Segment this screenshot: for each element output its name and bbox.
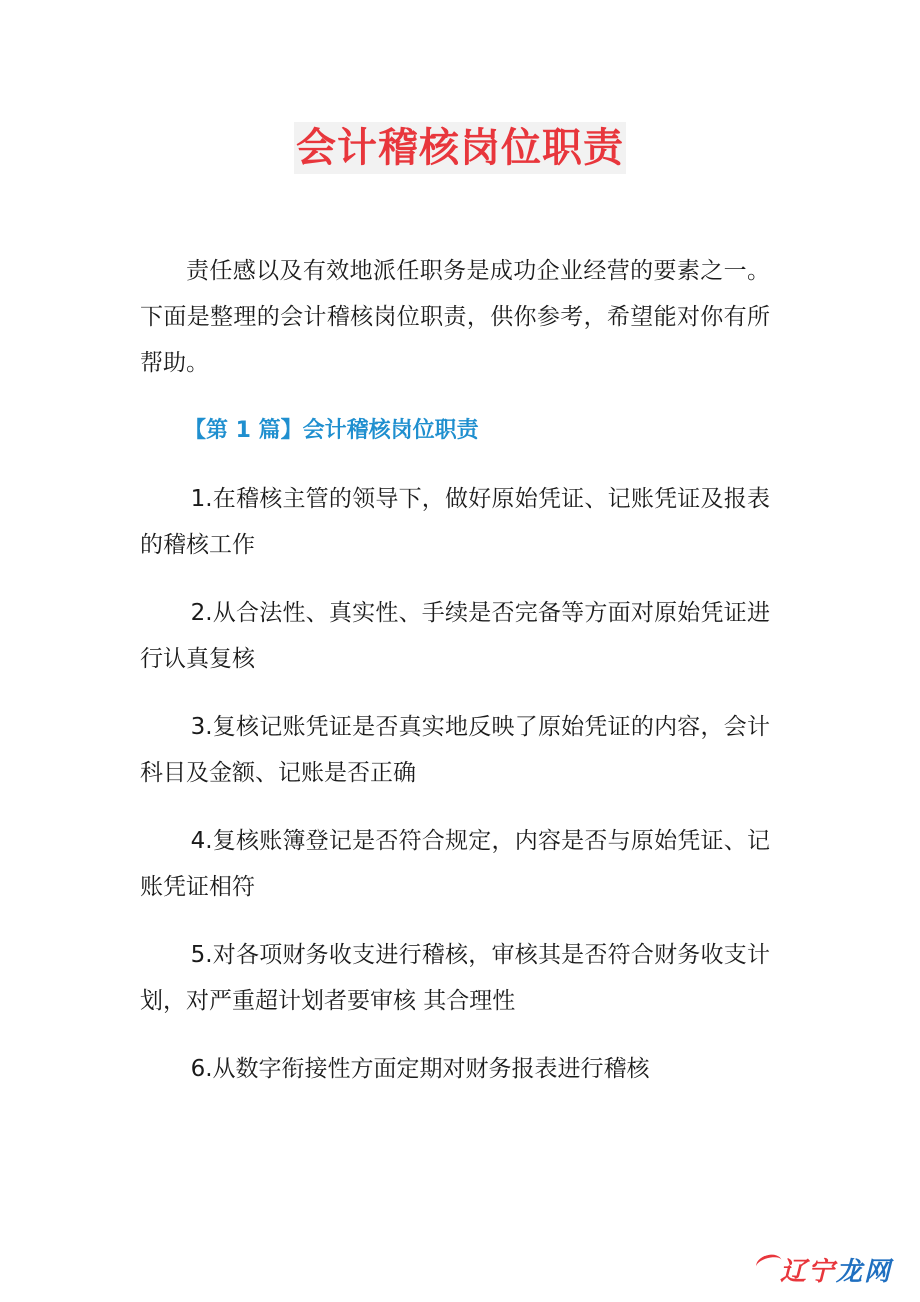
site-watermark-logo <box>756 1251 890 1288</box>
duty-item-5: 5.对各项财务收支进行稽核，审核其是否符合财务收支计划，对严重超计划者要审核 其合理性 <box>140 942 770 1014</box>
watermark-char: 宁 <box>807 1257 834 1287</box>
page-title: 会计稽核岗位职责 <box>294 122 626 174</box>
section-heading: 【第 1 篇】会计稽核岗位职责 <box>184 418 479 443</box>
duty-item-4: 4.复核账簿登记是否符合规定，内容是否与原始凭证、记账凭证相符 <box>140 828 770 900</box>
title-area <box>0 122 920 174</box>
watermark-char: 辽 <box>779 1257 806 1287</box>
duty-item-3: 3.复核记账凭证是否真实地反映了原始凭证的内容，会计科目及金额、记账是否正确 <box>140 714 770 786</box>
document-body <box>140 248 770 1114</box>
duty-item-1: 1.在稽核主管的领导下，做好原始凭证、记账凭证及报表的稽核工作 <box>140 486 770 558</box>
intro-paragraph: 责任感以及有效地派任职务是成功企业经营的要素之一。下面是整理的会计稽核岗位职责，供你参考，希望能对你有所帮助。 <box>140 258 770 376</box>
duty-item-2: 2.从合法性、真实性、手续是否完备等方面对原始凭证进行认真复核 <box>140 600 770 672</box>
watermark-char: 龙 <box>835 1257 862 1287</box>
duty-item-6: 6.从数字衔接性方面定期对财务报表进行稽核 <box>190 1056 650 1082</box>
watermark-char: 网 <box>863 1257 890 1287</box>
